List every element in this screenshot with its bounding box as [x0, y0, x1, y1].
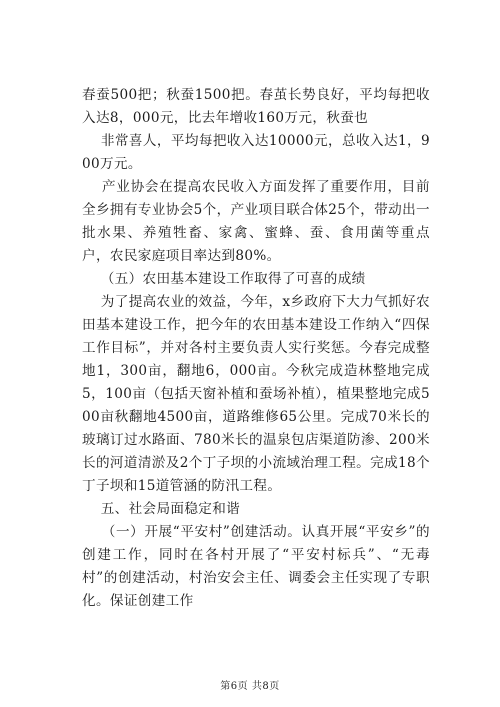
section-heading-farmland: （五）农田基本建设工作取得了可喜的成绩 [82, 271, 366, 287]
page-footer: 第6页 共8页 [220, 681, 280, 692]
section-heading-social-stability: 五、社会局面稳定和谐 [82, 501, 241, 517]
paragraph-spring-silkworm: 春蚕500把；秋蚕1500把。春茧长势良好，平均每把收入达8，000元，比去年增收160万元，秋蚕也 [82, 87, 430, 126]
paragraph-farmland-construction: 为了提高农业的效益，今年，x乡政府下大力气抓好农田基本建设工作，把今年的农田基本建设工作纳入“四保工作目标”，并对各村主要负责人实行奖惩。今春完成整地1，300亩，翻地6，000亩。今秋完成造林整地完成5，100亩（包括天窗补植和蚕场补植），植果整地完成500亩秋翻地4500亩，道路维修65公里。完成70米长的玻璃订过水路面、780米长的温泉包店渠道防渗、200米长的河道清淤及2个丁子坝的小流域治理工程。完成18个丁子坝和15道管涵的防汛工程。 [82, 294, 430, 494]
paragraph-autumn-silkworm: 非常喜人，平均每把收入达10000元，总收入达1，900万元。 [82, 133, 431, 172]
paragraph-safe-village: （一）开展“平安村”创建活动。认真开展“平安乡”的创建工作，同时在各村开展了“平安村标兵”、“无毒村”的创建活动，村治安会主任、调委会主任实现了专职化。保证创建工作 [82, 524, 431, 609]
document-body [82, 84, 430, 613]
paragraph-industry-association: 产业协会在提高农民收入方面发挥了重要作用，目前全乡拥有专业协会5个，产业项目联合体25个，带动出一批水果、养殖牲畜、家禽、蜜蜂、蚕、食用菌等重点户，农民家庭项目率达到80%。 [82, 179, 430, 264]
